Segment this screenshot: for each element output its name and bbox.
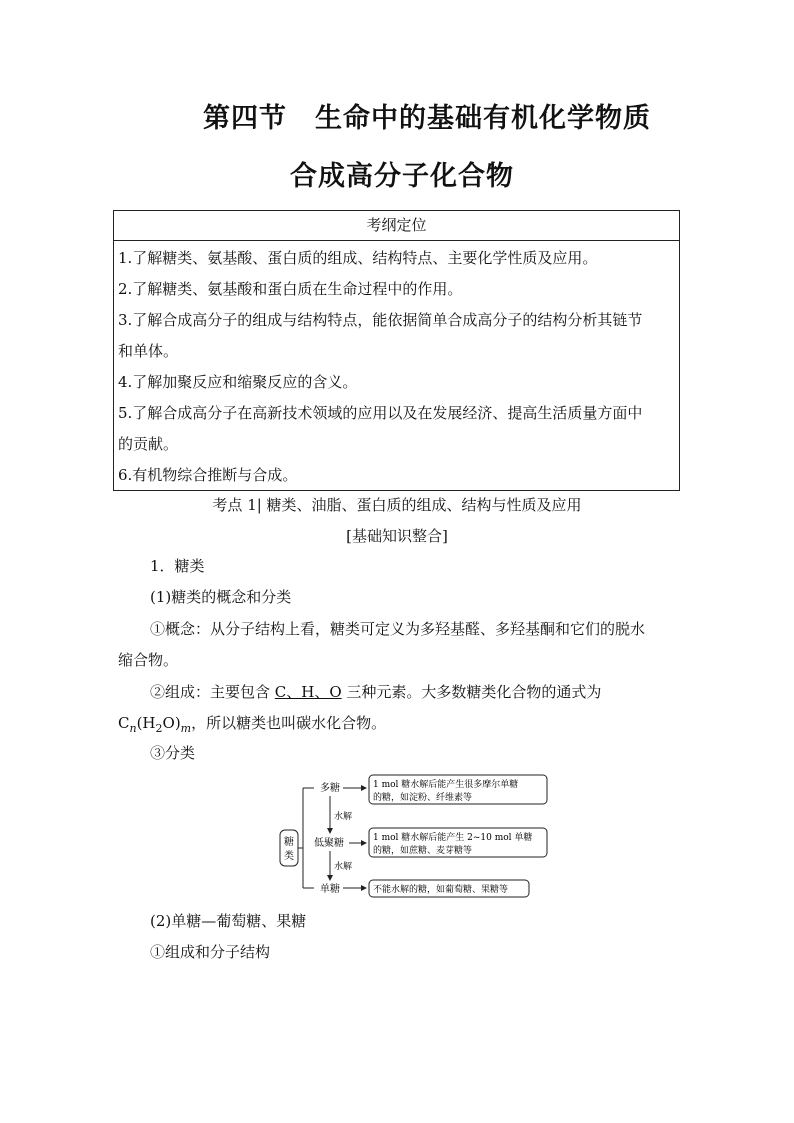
description-text: 的糖，如蔗糖、麦芽糖等 xyxy=(373,846,473,856)
node-monosaccharide: 单糖 xyxy=(320,884,340,895)
sugar-classification-diagram xyxy=(276,768,556,904)
formula-2: 2 xyxy=(155,722,163,735)
root-label: 糖 xyxy=(284,837,294,848)
composition-text: 三种元素。大多数糖类化合物的通式为 xyxy=(341,683,602,701)
syllabus-item: 2.了解糖类、氨基酸和蛋白质在生命过程中的作用。 xyxy=(118,280,463,298)
description-text: 1 mol 糖水解后能产生很多摩尔单糖 xyxy=(373,780,519,790)
syllabus-heading: 考纲定位 xyxy=(114,211,679,241)
heading-monosaccharides: (2)单糖—葡萄糖、果糖 xyxy=(150,912,307,930)
syllabus-list xyxy=(114,241,679,491)
section-subheading: [基础知识整合] xyxy=(346,527,448,545)
description-text: 不能水解的糖，如葡萄糖、果糖等 xyxy=(373,885,509,895)
heading-composition-structure: ①组成和分子结构 xyxy=(150,943,271,961)
hydrolysis-label: 水解 xyxy=(334,862,353,872)
syllabus-item: 的贡献。 xyxy=(118,435,179,453)
node-polysaccharide: 多糖 xyxy=(320,783,340,794)
syllabus-item: 5.了解合成高分子在高新技术领域的应用以及在发展经济、提高生活质量方面中 xyxy=(118,404,643,422)
concept-line: 缩合物。 xyxy=(118,651,179,669)
page-title: 第四节 生命中的基础有机化学物质 xyxy=(203,103,651,134)
page-subtitle: 合成高分子化合物 xyxy=(290,161,514,192)
formula-n: n xyxy=(129,722,137,735)
concept-line: ①概念：从分子结构上看，糖类可定义为多羟基醛、多羟基酮和它们的脱水 xyxy=(150,620,646,638)
syllabus-item: 3.了解合成高分子的组成与结构特点，能依据简单合成高分子的结构分析其链节 xyxy=(118,311,643,329)
classification-label: ③分类 xyxy=(150,744,196,762)
formula-rest: ，所以糖类也叫碳水化合物。 xyxy=(191,714,387,732)
composition-line xyxy=(150,677,601,708)
syllabus-item: 和单体。 xyxy=(118,342,179,360)
description-text: 1 mol 糖水解后能产生 2~10 mol 单糖 xyxy=(373,833,533,843)
hydrolysis-label: 水解 xyxy=(334,812,353,822)
heading-concept-classification: (1)糖类的概念和分类 xyxy=(150,588,292,606)
node-oligosaccharide: 低聚糖 xyxy=(314,838,344,849)
bracket-line xyxy=(298,788,314,888)
formula-m: m xyxy=(180,722,192,735)
syllabus-item: 1.了解糖类、氨基酸、蛋白质的组成、结构特点、主要化学性质及应用。 xyxy=(118,249,598,267)
syllabus-item: 6.有机物综合推断与合成。 xyxy=(118,466,298,484)
syllabus-box xyxy=(113,210,680,491)
formula-h: (H xyxy=(136,714,156,732)
formula-c: C xyxy=(118,714,130,732)
root-label: 类 xyxy=(284,851,294,862)
heading-sugars: 1．糖类 xyxy=(150,557,205,575)
syllabus-item: 4.了解加聚反应和缩聚反应的含义。 xyxy=(118,373,358,391)
formula-o: O) xyxy=(162,714,181,732)
composition-text: ②组成：主要包含 xyxy=(150,683,275,701)
composition-elements: C、H、O xyxy=(274,683,342,701)
kaodian-heading: 考点 1| 糖类、油脂、蛋白质的组成、结构与性质及应用 xyxy=(212,496,582,514)
description-text: 的糖，如淀粉、纤维素等 xyxy=(373,793,473,803)
